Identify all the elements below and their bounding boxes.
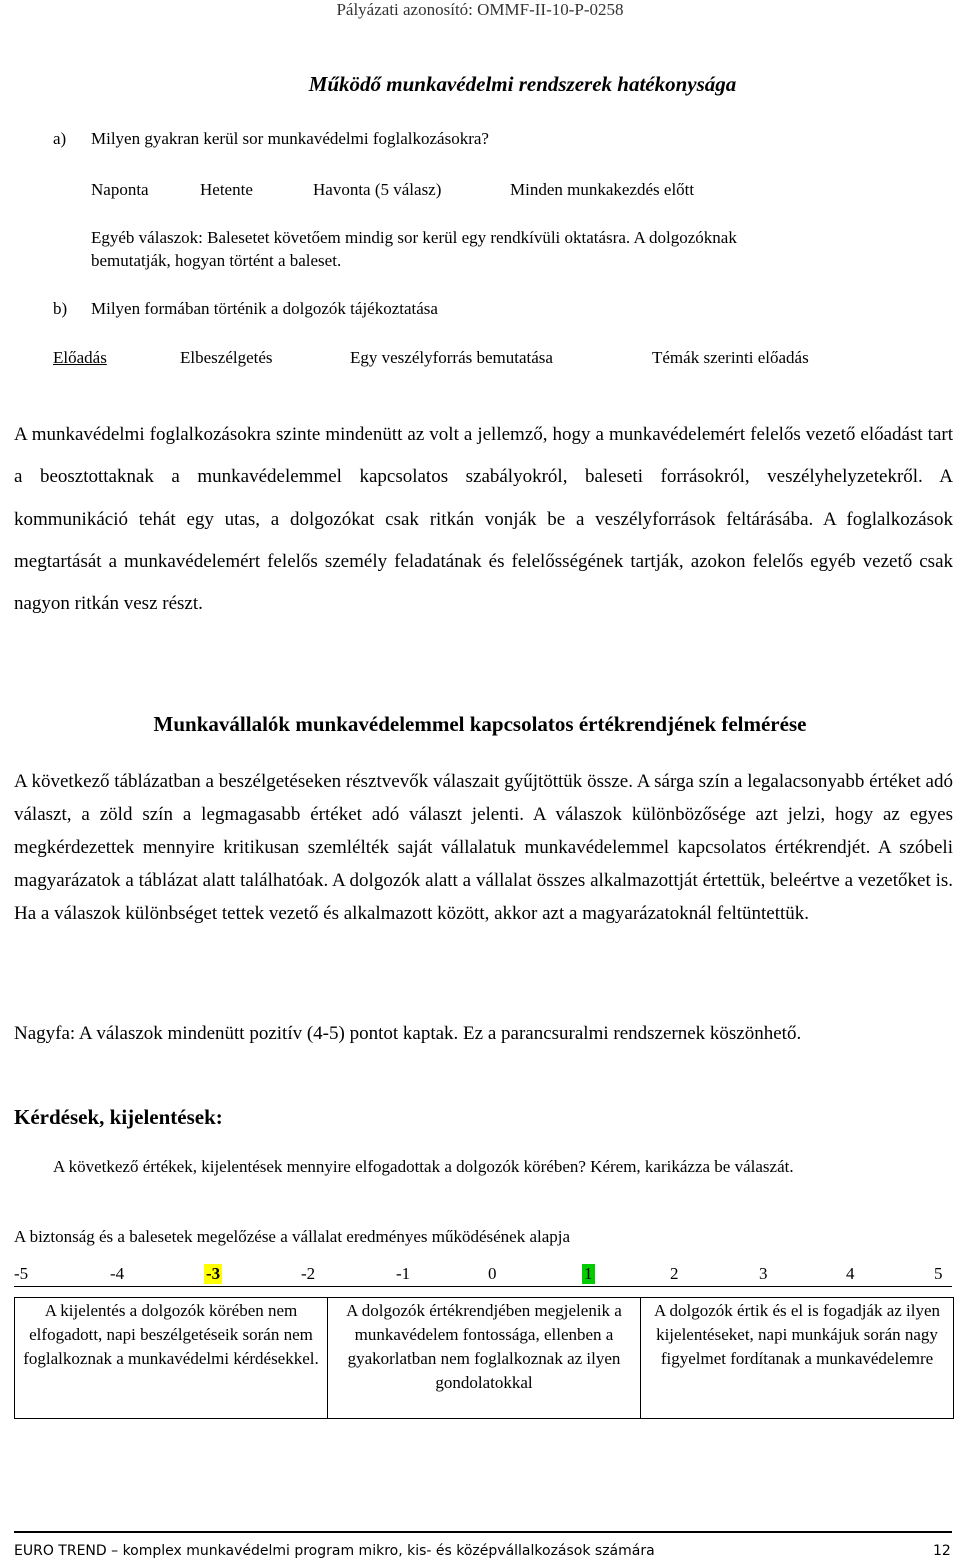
section-title: Működő munkavédelmi rendszerek hatékonysága bbox=[308, 72, 737, 96]
option-a-2: Hetente bbox=[200, 180, 253, 199]
scale-value[interactable]: 4 bbox=[846, 1264, 855, 1283]
option-a-4: Minden munkakezdés előtt bbox=[510, 180, 695, 199]
question-b-label: b) bbox=[53, 299, 68, 318]
option-a-3: Havonta (5 válasz) bbox=[313, 180, 442, 199]
rating-scale bbox=[0, 1264, 960, 1288]
description-high: A dolgozók értik és el is fogadják az ilyen kijelentéseket, napi munkájuk során nagy figyelmet fordítanak a munkavédelemre bbox=[653, 1301, 941, 1368]
scale-value[interactable]: 5 bbox=[934, 1264, 943, 1283]
option-b-4: Témák szerinti előadás bbox=[652, 348, 809, 367]
description-low: A kijelentés a dolgozók körében nem elfogadott, napi beszélgetéseik során nem foglalkoznak a munkavédelmi kérdésekkel. bbox=[15, 1298, 328, 1418]
scale-value[interactable]: -4 bbox=[110, 1264, 125, 1283]
paragraph-nagyfa bbox=[14, 1017, 953, 1050]
footer-divider bbox=[14, 1531, 952, 1533]
page-number: 12 bbox=[933, 1543, 951, 1559]
questions-intro: A következő értékek, kijelentések mennyire elfogadottak a dolgozók körében? Kérem, karikázza be válaszát. bbox=[53, 1157, 794, 1176]
option-b-1: Előadás bbox=[53, 348, 107, 367]
question-a bbox=[53, 129, 489, 149]
paragraph-text: Nagyfa: A válaszok mindenütt pozitív (4-5) pontot kaptak. Ez a parancsuralmi rendszernek köszönhető. bbox=[14, 1023, 802, 1044]
scale-value[interactable]: -5 bbox=[14, 1264, 29, 1283]
scale-value[interactable]: -1 bbox=[396, 1264, 411, 1283]
other-answers-line2: bemutatják, hogyan történt a baleset. bbox=[91, 251, 342, 270]
question-b bbox=[53, 299, 438, 319]
page-header: Pályázati azonosító: OMMF-II-10-P-0258 bbox=[336, 0, 624, 19]
paragraph-table-intro bbox=[14, 765, 953, 930]
option-b-3: Egy veszélyforrás bemutatása bbox=[350, 348, 553, 367]
option-b-2: Elbeszélgetés bbox=[180, 348, 273, 367]
footer-text: EURO TREND – komplex munkavédelmi program mikro, kis- és középvállalkozások számára bbox=[14, 1543, 655, 1559]
description-mid: A dolgozók értékrendjében megjelenik a munkavédelem fontossága, ellenben a gyakorlatban nem foglalkoznak az ilyen gondolatokkal bbox=[328, 1298, 641, 1418]
statement: A biztonság és a balesetek megelőzése a vállalat eredményes működésének alapja bbox=[14, 1227, 571, 1246]
question-a-label: a) bbox=[53, 129, 67, 148]
section2-title: Munkavállalók munkavédelemmel kapcsolatos értékrendjének felmérése bbox=[153, 712, 807, 736]
scale-value[interactable]: 2 bbox=[670, 1264, 679, 1283]
paragraph-communication bbox=[14, 414, 953, 625]
questions-heading: Kérdések, kijelentések: bbox=[14, 1105, 223, 1129]
scale-value[interactable]: 3 bbox=[759, 1264, 768, 1283]
scale-value-low-highlight[interactable]: -3 bbox=[206, 1264, 221, 1283]
paragraph-text: A munkavédelmi foglalkozásokra szinte mindenütt az volt a jellemző, hogy a munkavédelemért felelős vezető előadást tart a beosztottaknak a munkavédelemmel kapcsolatos szabályokról, baleseti forrásokról, veszélyhelyzetekről. A kommunikáció tehát egy utas, a dolgozókat csak ritkán vonják be a veszélyforrások feltárásába. A foglalkozások megtartását a munkavédelemért felelős személy feladatának és felelősségének tartják, azokon felelős egyéb vezető csak nagyon ritkán vesz részt. bbox=[14, 424, 953, 615]
other-answers-line1: Egyéb válaszok: Balesetet követőem mindig sor kerül egy rendkívüli oktatásra. A dolgozóknak bbox=[91, 228, 737, 247]
paragraph-text: A következő táblázatban a beszélgetéseken résztvevők válaszait gyűjtöttük össze. A sárga szín a legalacsonyabb értéket adó választ, a zöld szín a legmagasabb értéket adó választ jelenti. A válaszok különbözősége azt jelzi, hogy az egyes megkérdezettek mennyire kritikusan szemlélték saját vállalatuk munkavédelemmel kapcsolatos értékrendjét. A szóbeli magyarázatok a táblázat alatt találhatóak. A dolgozók alatt a vállalat összes alkalmazottját értettük, beleértve a vezetőket is. Ha a válaszok különbséget tettek vezető és alkalmazott között, akkor azt a magyarázatoknál feltüntettük. bbox=[14, 771, 953, 924]
rating-descriptions bbox=[14, 1297, 954, 1419]
option-a-1: Naponta bbox=[91, 180, 149, 199]
scale-value[interactable]: -2 bbox=[301, 1264, 316, 1283]
question-a-text: Milyen gyakran kerül sor munkavédelmi foglalkozásokra? bbox=[91, 129, 489, 148]
scale-underline bbox=[14, 1286, 952, 1287]
scale-value[interactable]: 0 bbox=[488, 1264, 497, 1283]
scale-value-high-highlight[interactable]: 1 bbox=[584, 1264, 593, 1283]
question-b-text: Milyen formában történik a dolgozók tájékoztatása bbox=[91, 299, 438, 318]
